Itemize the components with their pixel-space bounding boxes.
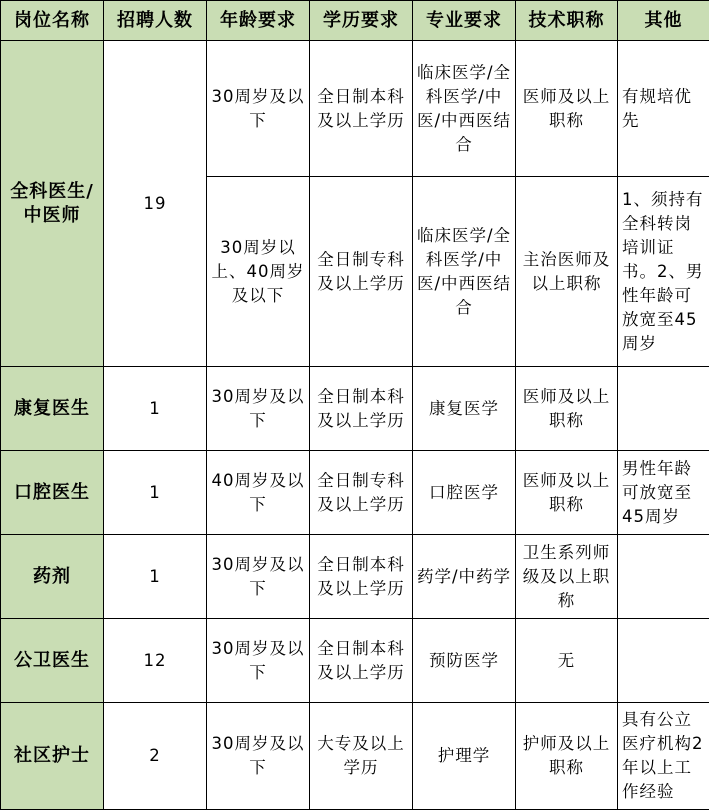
position-cell: 康复医生: [1, 367, 104, 451]
age-cell: 30周岁及以下: [207, 703, 310, 810]
other-cell: [618, 619, 709, 703]
header-education: 学历要求: [310, 1, 413, 41]
header-major: 专业要求: [413, 1, 516, 41]
count-cell: 12: [104, 619, 207, 703]
title-cell: 无: [516, 619, 618, 703]
major-cell: 口腔医学: [413, 451, 516, 535]
position-cell: 口腔医生: [1, 451, 104, 535]
header-other: 其他: [618, 1, 709, 41]
age-cell: 30周岁及以下: [207, 41, 310, 177]
table-row: [1, 535, 709, 619]
education-cell: 大专及以上学历: [310, 703, 413, 810]
count-cell: 1: [104, 451, 207, 535]
table-row: [1, 619, 709, 703]
header-age: 年龄要求: [207, 1, 310, 41]
education-cell: 全日制本科及以上学历: [310, 619, 413, 703]
other-cell: 1、须持有全科转岗培训证书。2、男性年龄可放宽至45周岁: [618, 177, 709, 367]
education-cell: 全日制本科及以上学历: [310, 367, 413, 451]
title-cell: 医师及以上职称: [516, 41, 618, 177]
count-cell: 19: [104, 41, 207, 367]
education-cell: 全日制专科及以上学历: [310, 177, 413, 367]
position-cell: 公卫医生: [1, 619, 104, 703]
table-row: [1, 451, 709, 535]
table-row: [1, 367, 709, 451]
title-cell: 护师及以上职称: [516, 703, 618, 810]
header-position: 岗位名称: [1, 1, 104, 41]
other-cell: [618, 367, 709, 451]
age-cell: 30周岁及以下: [207, 367, 310, 451]
age-cell: 30周岁以上、40周岁及以下: [207, 177, 310, 367]
count-cell: 1: [104, 367, 207, 451]
education-cell: 全日制本科及以上学历: [310, 535, 413, 619]
age-cell: 30周岁及以下: [207, 535, 310, 619]
title-cell: 主治医师及以上职称: [516, 177, 618, 367]
major-cell: 康复医学: [413, 367, 516, 451]
header-count: 招聘人数: [104, 1, 207, 41]
other-cell: 具有公立医疗机构2年以上工作经验: [618, 703, 709, 810]
other-cell: 男性年龄可放宽至45周岁: [618, 451, 709, 535]
education-cell: 全日制专科及以上学历: [310, 451, 413, 535]
major-cell: 临床医学/全科医学/中医/中西医结合: [413, 41, 516, 177]
major-cell: 护理学: [413, 703, 516, 810]
title-cell: 医师及以上职称: [516, 451, 618, 535]
title-cell: 卫生系列师级及以上职称: [516, 535, 618, 619]
position-cell: 社区护士: [1, 703, 104, 810]
major-cell: 药学/中药学: [413, 535, 516, 619]
other-cell: [618, 535, 709, 619]
header-title: 技术职称: [516, 1, 618, 41]
other-cell: 有规培优先: [618, 41, 709, 177]
education-cell: 全日制本科及以上学历: [310, 41, 413, 177]
title-cell: 医师及以上职称: [516, 367, 618, 451]
count-cell: 1: [104, 535, 207, 619]
major-cell: 临床医学/全科医学/中医/中西医结合: [413, 177, 516, 367]
major-cell: 预防医学: [413, 619, 516, 703]
count-cell: 2: [104, 703, 207, 810]
position-cell: 全科医生/中医师: [1, 41, 104, 367]
table-row: [1, 703, 709, 810]
table-row: [1, 41, 709, 177]
age-cell: 30周岁及以下: [207, 619, 310, 703]
header-row: [1, 1, 709, 41]
age-cell: 40周岁及以下: [207, 451, 310, 535]
position-cell: 药剂: [1, 535, 104, 619]
